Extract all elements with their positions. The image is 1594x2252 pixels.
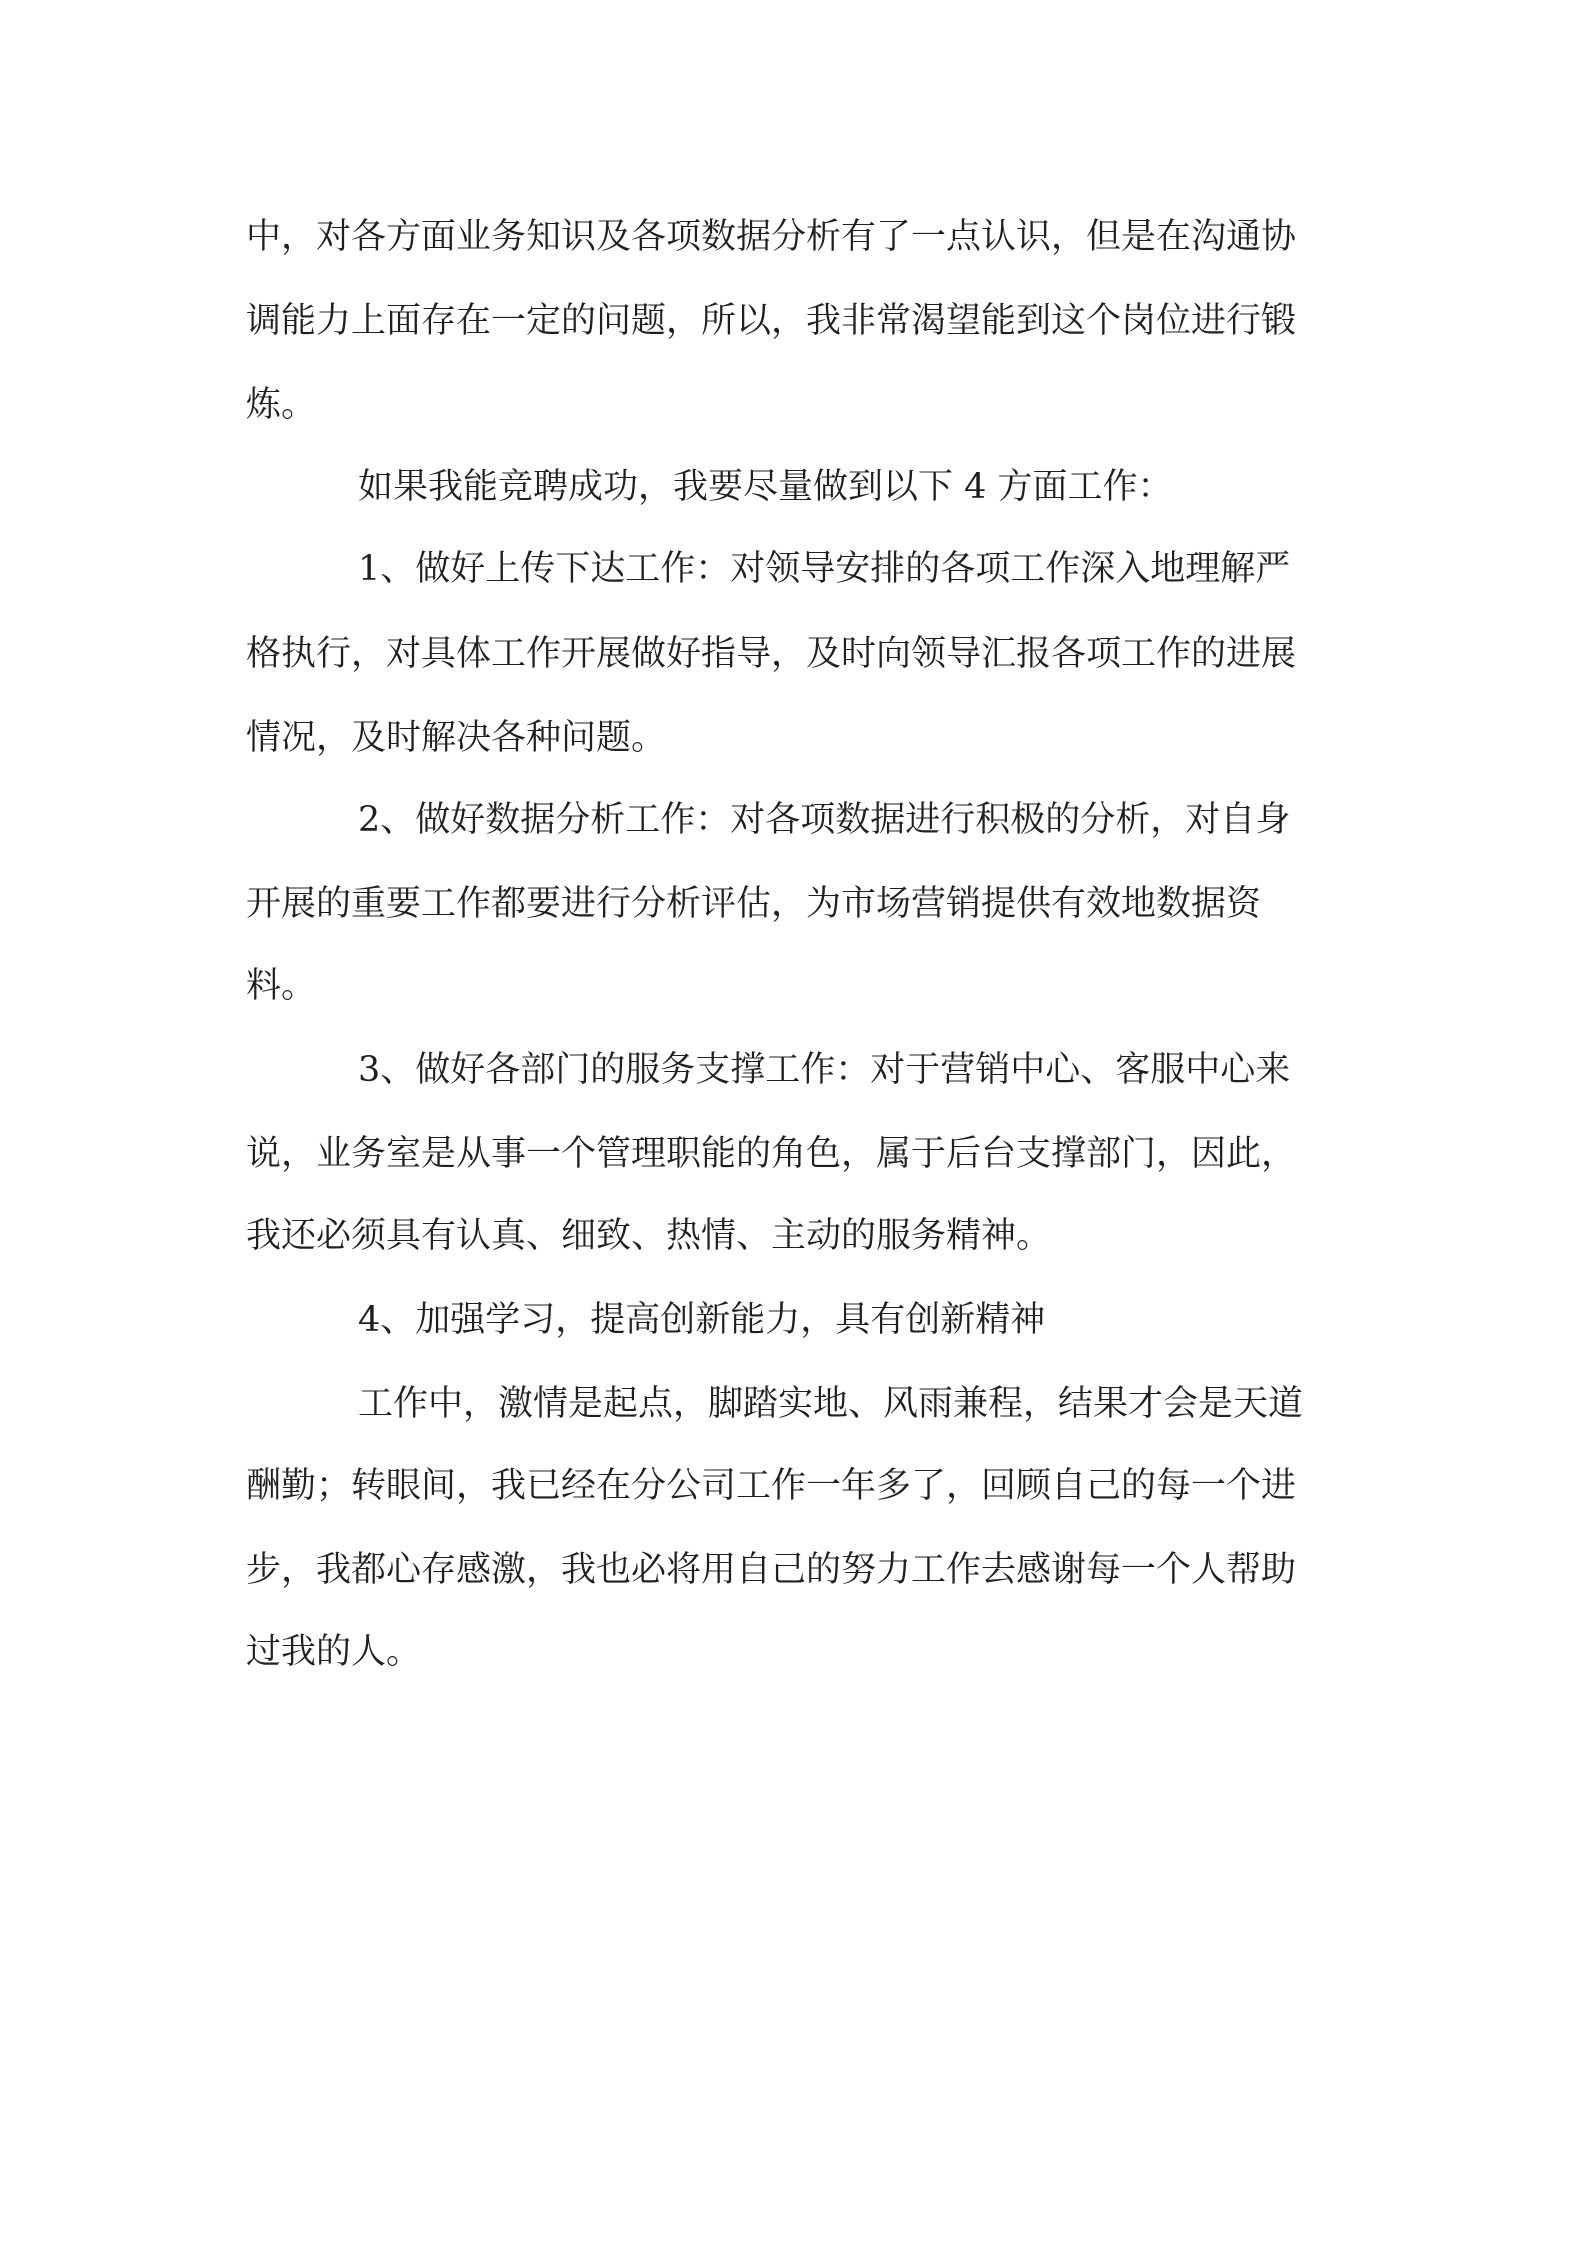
text-line: 如果我能竞聘成功，我要尽量做到以下 4 方面工作： <box>358 467 1173 507</box>
text-line: 2、做好数据分析工作：对各项数据进行积极的分析，对自身 <box>358 800 1291 840</box>
text-line: 开展的重要工作都要进行分析评估，为市场营销提供有效地数据资 <box>246 884 1262 924</box>
text-line: 我还必须具有认真、细致、热情、主动的服务精神。 <box>246 1216 1052 1256</box>
text-line: 过我的人。 <box>246 1632 422 1672</box>
text-line: 步，我都心存感激，我也必将用自己的努力工作去感谢每一个人帮助 <box>246 1550 1297 1590</box>
text-line: 酬勤；转眼间，我已经在分公司工作一年多了，回顾自己的每一个进 <box>246 1466 1297 1506</box>
text-line: 炼。 <box>246 385 317 425</box>
text-line: 说，业务室是从事一个管理职能的角色，属于后台支撑部门，因此， <box>246 1134 1297 1174</box>
text-line: 中，对各方面业务知识及各项数据分析有了一点认识，但是在沟通协 <box>246 217 1297 257</box>
text-line: 格执行，对具体工作开展做好指导，及时向领导汇报各项工作的进展 <box>246 634 1297 674</box>
text-line: 4、加强学习，提高创新能力，具有创新精神 <box>358 1300 1046 1340</box>
text-line: 工作中，激情是起点，脚踏实地、风雨兼程，结果才会是天道 <box>358 1384 1304 1424</box>
text-line: 情况，及时解决各种问题。 <box>246 718 667 758</box>
text-line: 调能力上面存在一定的问题，所以，我非常渴望能到这个岗位进行锻 <box>246 301 1297 341</box>
text-line: 料。 <box>246 966 317 1006</box>
text-line: 1、做好上传下达工作：对领导安排的各项工作深入地理解严 <box>358 549 1291 589</box>
text-line: 3、做好各部门的服务支撑工作：对于营销中心、客服中心来 <box>358 1050 1291 1090</box>
